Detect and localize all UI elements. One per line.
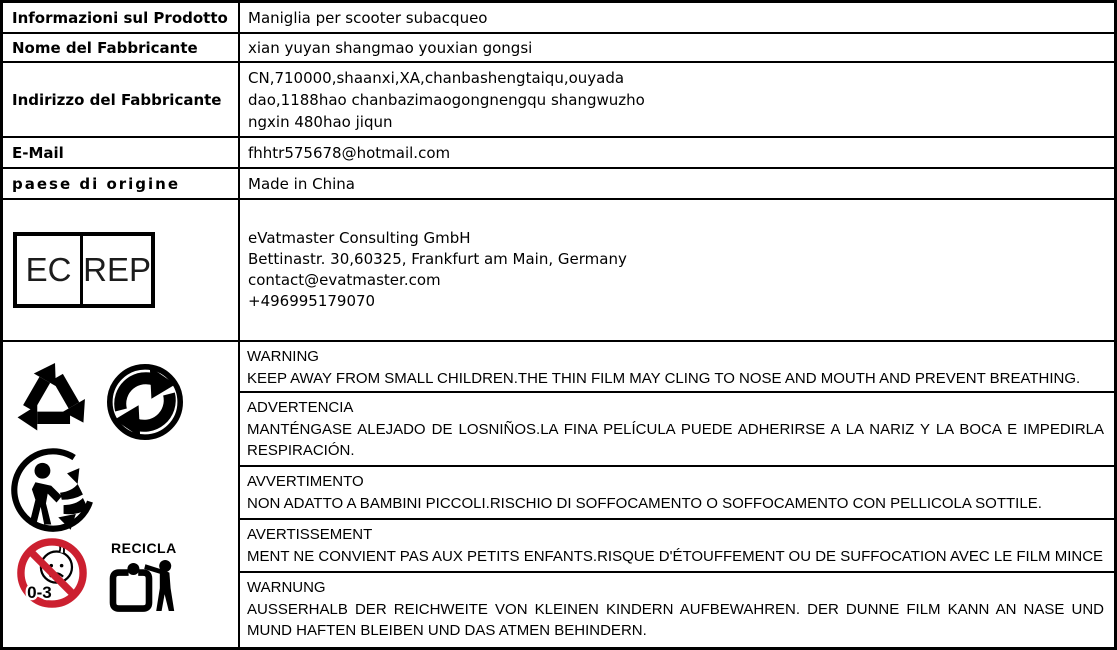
warning-de-text: AUSSERHALB DER REICHWEITE VON KLEINEN KINDERN AUFBEWAHREN. DER DUNNE FILM KANN AN NASE UND MUND HAFTEN BLEIBEN UND DAS ATMEN BEHINDERN. [247, 600, 1104, 639]
manufacturer-name-value: xian yuyan shangmao youxian gongsi [248, 38, 533, 57]
country-of-origin-value: Made in China [248, 174, 355, 193]
address-line: dao,1188hao chanbazimaogongnengqu shangwuzho [248, 90, 645, 109]
email-label: E-Mail [3, 138, 240, 167]
address-line: CN,710000,shaanxi,XA,chanbashengtaiqu,ouyada [248, 68, 625, 87]
manufacturer-address-label: Indirizzo del Fabbricante [3, 63, 240, 136]
contact-line-address: Bettinastr. 30,60325, Frankfurt am Main, Germany [248, 250, 627, 268]
warning-en-text: KEEP AWAY FROM SMALL CHILDREN.THE THIN FILM MAY CLING TO NOSE AND MOUTH AND PREVENT BREATHING. [247, 369, 1081, 387]
contact-line-email: contact@evatmaster.com [248, 271, 441, 289]
row-ec-rep [3, 200, 1114, 342]
ec-rep-cell [3, 200, 240, 340]
age-warning-0-3-icon [15, 536, 89, 610]
warning-es [240, 393, 1114, 467]
product-info-value: Maniglia per scooter subacqueo [248, 8, 488, 27]
contact-line-company: eVatmaster Consulting GmbH [248, 229, 471, 247]
country-of-origin-label: paese di origine [3, 169, 240, 198]
ec-rep-icon [13, 232, 155, 308]
row-manufacturer-address [3, 63, 1114, 138]
warning-fr [240, 520, 1114, 573]
warning-de [240, 573, 1114, 647]
product-info-label: Informazioni sul Prodotto [3, 3, 240, 32]
contact-line-phone: +496995179070 [248, 292, 376, 310]
recicla-block [107, 540, 179, 619]
recycling-mobius-icon [11, 360, 93, 442]
recicla-bin-icon [107, 559, 179, 615]
green-dot-icon [105, 362, 185, 442]
address-line: ngxin 480hao jiqun [248, 112, 393, 131]
age-warning-label: 0-3 [27, 583, 52, 603]
manufacturer-name-label: Nome del Fabbricante [3, 34, 240, 61]
warning-es-text: MANTÉNGASE ALEJADO DE LOSNIÑOS.LA FINA PELÍCULA PUEDE ADHERIRSE A LA NARIZ Y LA BOCA E IMPEDIRLA RESPIRACIÓN. [247, 420, 1104, 459]
warning-en-title: WARNING [247, 348, 319, 365]
eu-representative-contact [240, 200, 1114, 340]
tidyman-disposal-icon [9, 446, 97, 536]
email-value: fhhtr575678@hotmail.com [248, 143, 451, 162]
warning-fr-title: AVERTISSEMENT [247, 526, 373, 543]
warnings-list [240, 342, 1114, 647]
row-manufacturer-name [3, 34, 1114, 63]
warning-it-text: NON ADATTO A BAMBINI PICCOLI.RISCHIO DI SOFFOCAMENTO O SOFFOCAMENTO CON PELLICOLA SOTTILE. [247, 494, 1042, 512]
warning-de-title: WARNUNG [247, 579, 326, 596]
warning-it [240, 467, 1114, 520]
warning-es-title: ADVERTENCIA [247, 399, 354, 416]
ec-rep-left-label: EC [25, 251, 72, 288]
row-product-info [3, 3, 1114, 34]
row-country-of-origin [3, 169, 1114, 200]
warning-it-title: AVVERTIMENTO [247, 473, 364, 490]
recicla-label: RECICLA [111, 540, 177, 556]
row-email [3, 138, 1114, 169]
warning-fr-text: MENT NE CONVIENT PAS AUX PETITS ENFANTS.RISQUE D'ÉTOUFFEMENT OU DE SUFFOCATION AVEC LE FILM MINCE [247, 547, 1104, 565]
row-warnings [3, 342, 1114, 647]
warning-en [240, 342, 1114, 393]
manufacturer-address-value [240, 63, 1114, 136]
ec-rep-right-label: REP [80, 236, 151, 304]
compliance-icons-cell [3, 342, 240, 647]
